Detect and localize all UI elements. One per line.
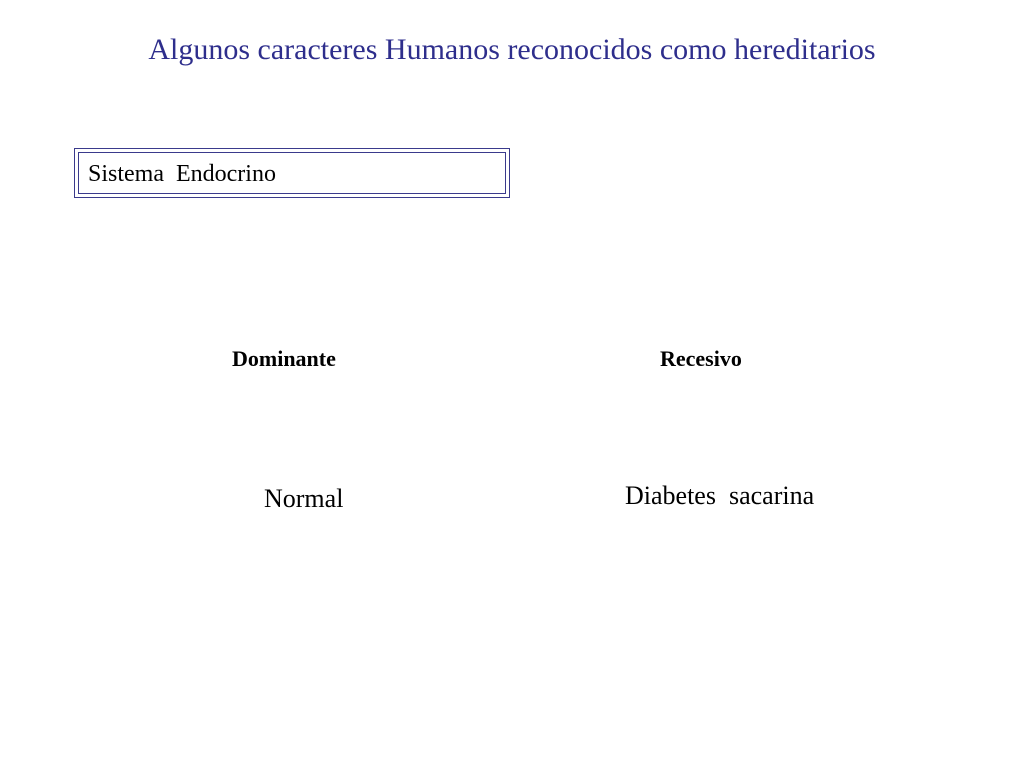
section-label: Sistema Endocrino xyxy=(88,161,276,187)
recessive-trait-value: Diabetes sacarina xyxy=(625,481,815,510)
recessive-heading: Recesivo xyxy=(660,346,742,371)
dominant-trait-value: Normal xyxy=(264,484,344,513)
slide-title: Algunos caracteres Humanos reconocidos como hereditarios xyxy=(148,33,876,66)
dominant-heading: Dominante xyxy=(232,346,336,371)
